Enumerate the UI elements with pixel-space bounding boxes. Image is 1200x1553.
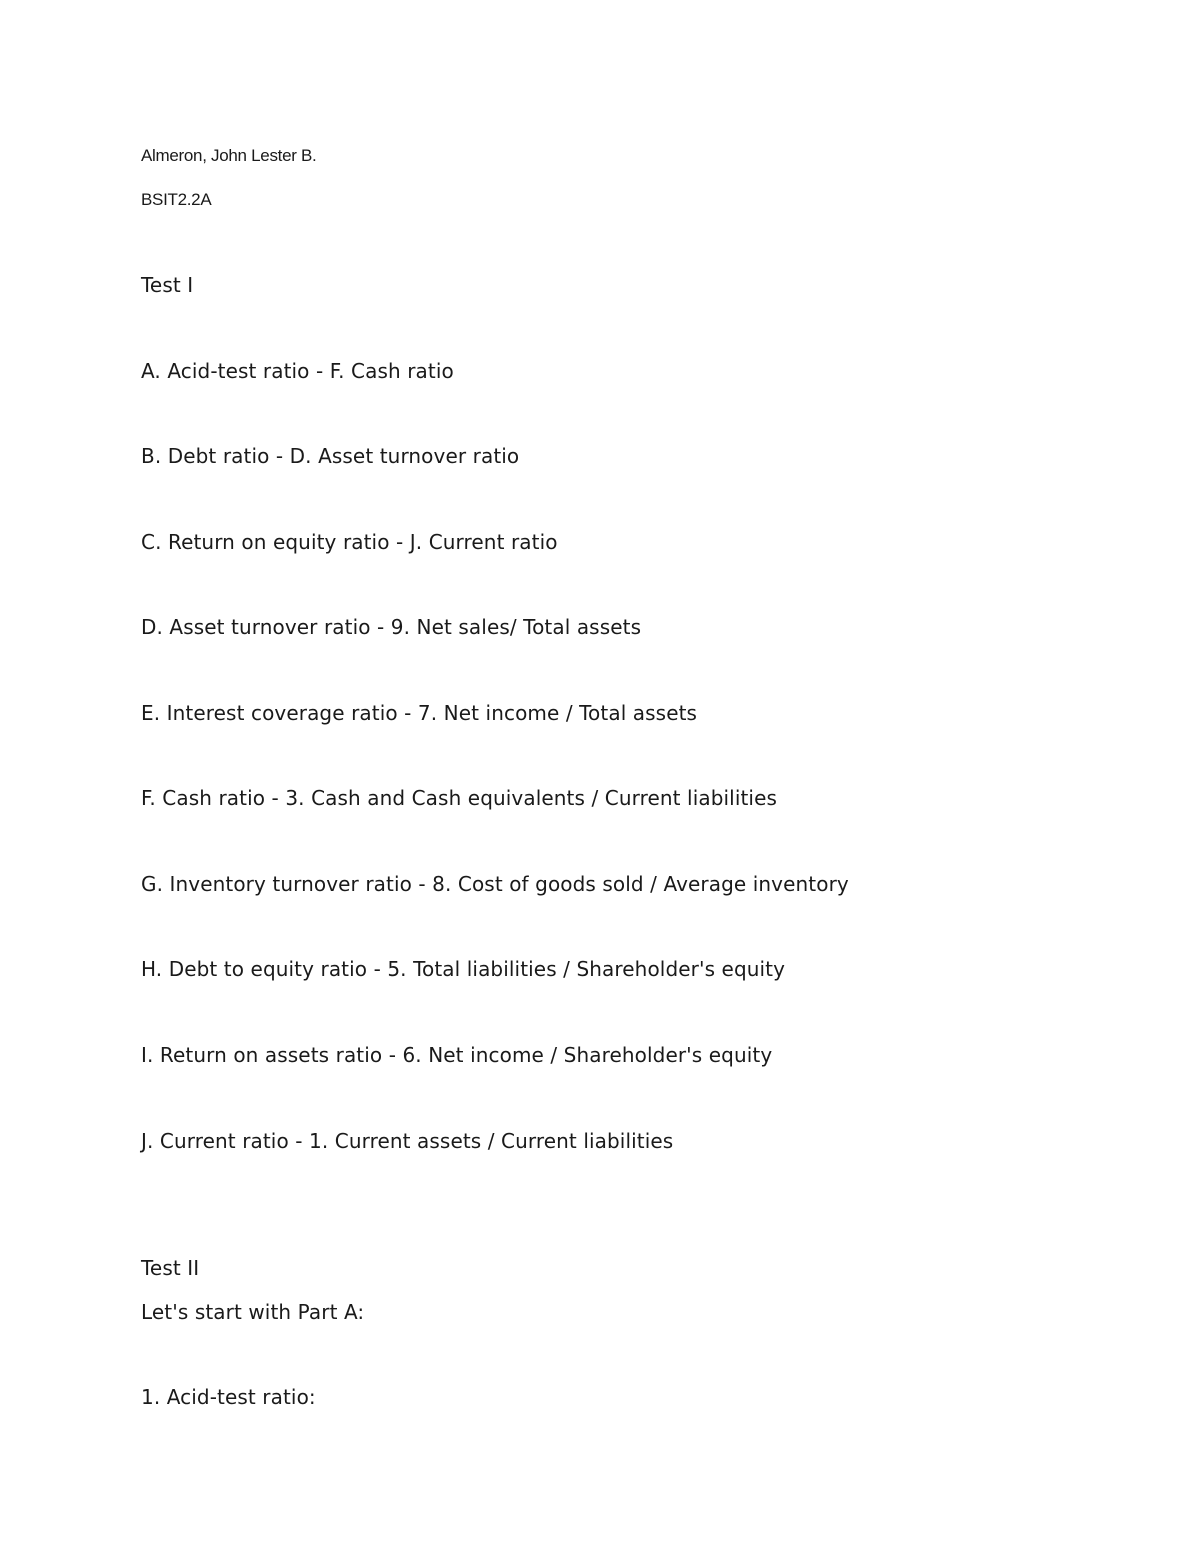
student-name: Almeron, John Lester B. [141, 146, 317, 165]
test-1-item-f: F. Cash ratio - 3. Cash and Cash equivalents / Current liabilities [141, 786, 778, 810]
test-1-item-c: C. Return on equity ratio - J. Current ratio [141, 530, 558, 554]
test-1-item-a: A. Acid-test ratio - F. Cash ratio [141, 359, 454, 383]
test-1-item-j: J. Current ratio - 1. Current assets / Current liabilities [141, 1129, 674, 1153]
test-2-intro: Let's start with Part A: [141, 1300, 365, 1324]
test-1-item-e: E. Interest coverage ratio - 7. Net income / Total assets [141, 701, 698, 725]
section-label: BSIT2.2A [141, 190, 212, 209]
test-2-heading: Test II [141, 1256, 200, 1280]
test-1-item-d: D. Asset turnover ratio - 9. Net sales/ Total assets [141, 615, 642, 639]
test-1-item-b: B. Debt ratio - D. Asset turnover ratio [141, 444, 520, 468]
test-1-heading: Test I [141, 273, 194, 297]
test-1-item-g: G. Inventory turnover ratio - 8. Cost of goods sold / Average inventory [141, 872, 849, 896]
test-2-item-1: 1. Acid-test ratio: [141, 1385, 316, 1409]
test-1-item-h: H. Debt to equity ratio - 5. Total liabilities / Shareholder's equity [141, 957, 786, 981]
test-1-item-i: I. Return on assets ratio - 6. Net income / Shareholder's equity [141, 1043, 773, 1067]
